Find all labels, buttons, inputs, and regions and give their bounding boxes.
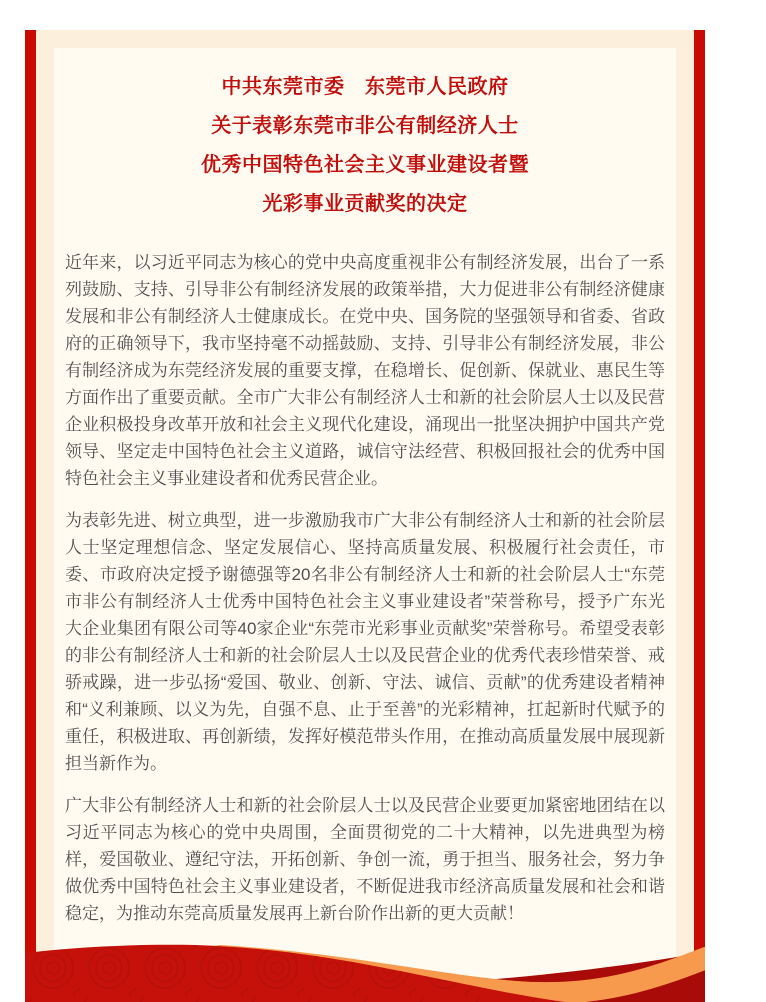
poster-content bbox=[54, 48, 676, 1002]
paragraph-3: 广大非公有制经济人士和新的社会阶层人士以及民营企业要更加紧密地团结在以习近平同志为核心的党中央周围，全面贯彻党的二十大精神，以先进典型为榜样，爱国敬业、遵纪守法，开拓创新、争创一流，勇于担当、服务社会，努力争做优秀中国特色社会主义事业建设者，不断促进我市经济高质量发展和社会和谐稳定，为推动东莞高质量发展再上新台阶作出新的更大贡献！ bbox=[65, 796, 665, 923]
wave-swirl-texture bbox=[25, 945, 565, 1002]
document-title bbox=[65, 48, 665, 224]
document-body bbox=[65, 249, 665, 927]
title-line-3: 优秀中国特色社会主义事业建设者暨 bbox=[201, 154, 529, 176]
announcement-poster bbox=[25, 30, 705, 1002]
title-line-1: 中共东莞市委 东莞市人民政府 bbox=[221, 76, 509, 98]
title-line-4: 光彩事业贡献奖的决定 bbox=[262, 193, 468, 215]
paragraph-2: 为表彰先进、树立典型，进一步激励我市广大非公有制经济人士和新的社会阶层人士坚定理想信念、坚定发展信心、坚持高质量发展、积极履行社会责任，市委、市政府决定授予谢德强等20名非公有制经济人士和新的社会阶层人士“东莞市非公有制经济人士优秀中国特色社会主义事业建设者”荣誉称号，授予广东光大企业集团有限公司等40家企业“东莞市光彩事业贡献奖”荣誉称号。希望受表彰的非公有制经济人士和新的社会阶层人士以及民营企业的优秀代表珍惜荣誉、戒骄戒躁，进一步弘扬“爱国、敬业、创新、守法、诚信、贡献”的优秀建设者精神和“义利兼顾、以义为先，自强不息、止于至善”的光彩精神，扛起新时代赋予的重任，积极进取、再创新绩，发挥好模范带头作用，在推动高质量发展中展现新担当新作为。 bbox=[65, 511, 665, 773]
title-line-2: 关于表彰东莞市非公有制经济人士 bbox=[211, 115, 519, 137]
poster-card bbox=[36, 30, 694, 1002]
paragraph-1: 近年来，以习近平同志为核心的党中央高度重视非公有制经济发展，出台了一系列鼓励、支持、引导非公有制经济发展的政策举措，大力促进非公有制经济健康发展和非公有制经济人士健康成长。在党中央、国务院的坚强领导和省委、省政府的正确领导下，我市坚持毫不动摇鼓励、支持、引导非公有制经济发展，非公有制经济成为东莞经济发展的重要支撑，在稳增长、促创新、保就业、惠民生等方面作出了重要贡献。全市广大非公有制经济人士和新的社会阶层人士以及民营企业积极投身改革开放和社会主义现代化建设，涌现出一批坚决拥护中国共产党领导、坚定走中国特色社会主义道路，诚信守法经营、积极回报社会的优秀中国特色社会主义事业建设者和优秀民营企业。 bbox=[65, 253, 665, 488]
bottom-wave-decoration bbox=[25, 940, 705, 1002]
